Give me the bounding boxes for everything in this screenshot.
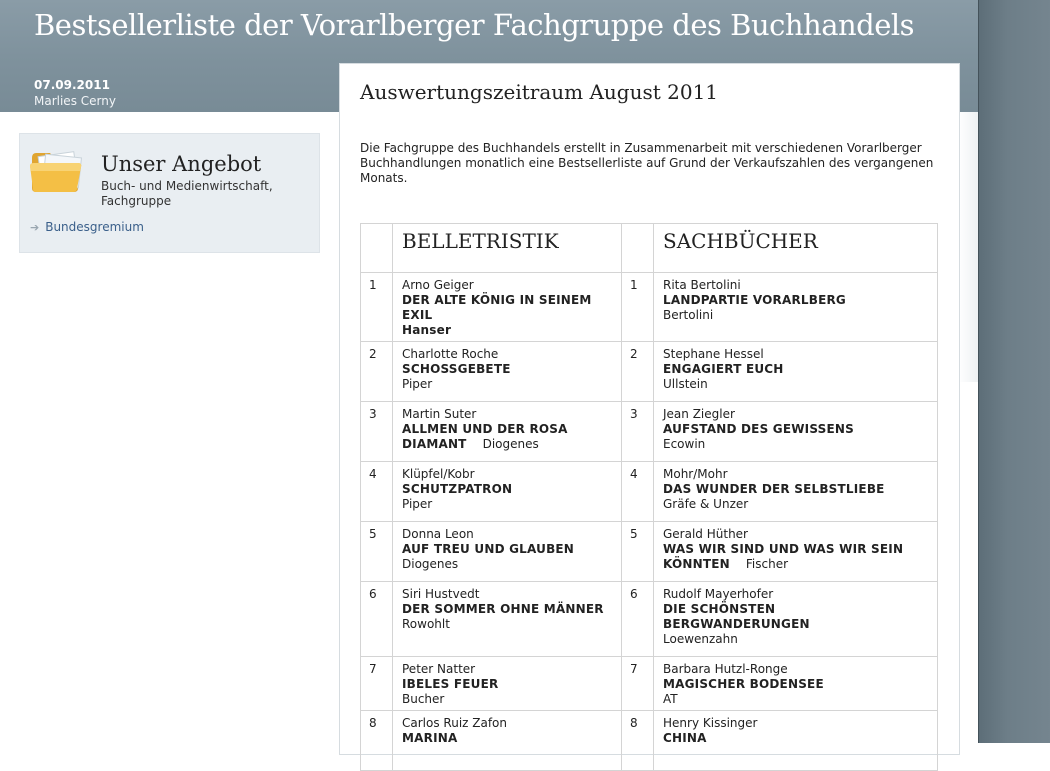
book-title: DER SOMMER OHNE MÄNNER: [402, 602, 604, 616]
nonfiction-cell: [654, 342, 938, 402]
table-row: [361, 273, 938, 342]
table-row: [361, 462, 938, 522]
rank-cell: 6: [361, 582, 393, 657]
nonfiction-cell: [654, 273, 938, 342]
sidebar-title: Unser Angebot: [101, 152, 262, 176]
book-author: Henry Kissinger: [663, 716, 758, 730]
book-publisher: Loewenzahn: [663, 632, 738, 646]
rank-cell: 3: [361, 402, 393, 462]
book-author: Rita Bertolini: [663, 278, 741, 292]
folder-icon: [28, 144, 86, 196]
table-row: [361, 402, 938, 462]
book-publisher: Hanser: [402, 323, 452, 337]
book-publisher: Ullstein: [663, 377, 708, 391]
panel-shadow: [958, 112, 978, 382]
book-title: DIE SCHÖNSTEN BERGWANDERUNGEN: [663, 602, 810, 631]
site-title: Bestsellerliste der Vorarlberger Fachgruppe des Buchhandels: [34, 8, 915, 42]
fiction-cell: [393, 711, 622, 771]
main-content: [339, 63, 960, 755]
book-author: Jean Ziegler: [663, 407, 735, 421]
nonfiction-cell: [654, 522, 938, 582]
table-row: [361, 522, 938, 582]
fiction-cell: [393, 273, 622, 342]
book-title: SCHUTZPATRON: [402, 482, 513, 496]
book-author: Charlotte Roche: [402, 347, 499, 361]
book-publisher: Bertolini: [663, 308, 714, 322]
book-title: ALLMEN UND DER ROSA DIAMANT: [402, 422, 568, 451]
book-title: ENGAGIERT EUCH: [663, 362, 784, 376]
book-author: Gerald Hüther: [663, 527, 748, 541]
book-title-line: [663, 542, 937, 572]
book-title: AUF TREU UND GLAUBEN: [402, 542, 575, 556]
sidebar-box: [19, 133, 320, 253]
nonfiction-cell: [654, 402, 938, 462]
book-title: DAS WUNDER DER SELBSTLIEBE: [663, 482, 885, 496]
book-publisher: Fischer: [745, 557, 789, 571]
book-publisher: Gräfe & Unzer: [663, 497, 749, 511]
book-author: Barbara Hutzl-Ronge: [663, 662, 788, 676]
rank-header: [361, 224, 393, 273]
rank-cell: 3: [622, 402, 654, 462]
book-title: LANDPARTIE VORARLBERG: [663, 293, 846, 307]
sidebar-description: Buch- und Medienwirtschaft, Fachgruppe: [101, 179, 273, 208]
nonfiction-cell: [654, 711, 938, 771]
book-author: Klüpfel/Kobr: [402, 467, 475, 481]
table-row: [361, 711, 938, 771]
arrow-right-icon: ➔: [30, 221, 40, 234]
book-publisher: AT: [663, 692, 678, 706]
rank-cell: 1: [361, 273, 393, 342]
page-title: Auswertungszeitraum August 2011: [360, 80, 719, 104]
rank-cell: 2: [361, 342, 393, 402]
book-publisher: Piper: [402, 497, 433, 511]
bestseller-table: [360, 223, 938, 771]
fiction-cell: [393, 342, 622, 402]
book-title: SCHOSSGEBETE: [402, 362, 511, 376]
book-author: Carlos Ruiz Zafon: [402, 716, 508, 730]
book-author: Arno Geiger: [402, 278, 474, 292]
intro-text: Die Fachgruppe des Buchhandels erstellt in Zusammenarbeit mit verschiedenen Vorarlberger Buchhandlungen monatlich eine Bestsellerliste auf Grund der Verkaufszahlen des vergangenen Monats.: [360, 141, 934, 185]
rank-cell: 6: [622, 582, 654, 657]
book-title: MAGISCHER BODENSEE: [663, 677, 824, 691]
book-publisher: Piper: [402, 377, 433, 391]
nonfiction-cell: [654, 462, 938, 522]
book-title: AUFSTAND DES GEWISSENS: [663, 422, 854, 436]
rank-cell: 7: [622, 657, 654, 711]
rank-cell: 8: [361, 711, 393, 771]
rank-cell: 2: [622, 342, 654, 402]
book-title: WAS WIR SIND UND WAS WIR SEIN KÖNNTEN: [663, 542, 904, 571]
book-publisher: Bucher: [402, 692, 445, 706]
table-row: [361, 582, 938, 657]
book-publisher: Rowohlt: [402, 617, 450, 631]
rank-cell: 4: [622, 462, 654, 522]
nonfiction-cell: [654, 582, 938, 657]
book-title-line: [402, 422, 615, 452]
table-row: [361, 657, 938, 711]
book-title: IBELES FEUER: [402, 677, 499, 691]
book-title: DER ALTE KÖNIG IN SEINEM EXIL: [402, 293, 592, 322]
column-header-sachbuecher: SACHBÜCHER: [654, 224, 938, 273]
book-author: Rudolf Mayerhofer: [663, 587, 774, 601]
book-title: MARINA: [402, 731, 458, 745]
fiction-cell: [393, 402, 622, 462]
publish-date: 07.09.2011: [34, 78, 110, 92]
book-author: Peter Natter: [402, 662, 476, 676]
book-publisher: Diogenes: [402, 557, 459, 571]
book-author: Martin Suter: [402, 407, 477, 421]
column-header-belletristik: BELLETRISTIK: [393, 224, 622, 273]
rank-cell: 8: [622, 711, 654, 771]
rank-cell: 7: [361, 657, 393, 711]
bundesgremium-link-label: Bundesgremium: [45, 220, 144, 234]
book-author: Siri Hustvedt: [402, 587, 480, 601]
book-author: Stephane Hessel: [663, 347, 764, 361]
rank-cell: 5: [361, 522, 393, 582]
nonfiction-cell: [654, 657, 938, 711]
book-title: CHINA: [663, 731, 707, 745]
book-publisher: Ecowin: [663, 437, 706, 451]
rank-cell: 5: [622, 522, 654, 582]
rank-cell: 4: [361, 462, 393, 522]
book-publisher: Diogenes: [482, 437, 539, 451]
fiction-cell: [393, 522, 622, 582]
fiction-cell: [393, 657, 622, 711]
book-author: Mohr/Mohr: [663, 467, 728, 481]
rank-cell: 1: [622, 273, 654, 342]
author-name: Marlies Cerny: [34, 94, 116, 108]
bundesgremium-link[interactable]: [30, 220, 144, 234]
right-rail: [978, 0, 1050, 743]
table-row: [361, 342, 938, 402]
fiction-cell: [393, 582, 622, 657]
table-header-row: [361, 224, 938, 273]
fiction-cell: [393, 462, 622, 522]
rank-header: [622, 224, 654, 273]
book-author: Donna Leon: [402, 527, 474, 541]
